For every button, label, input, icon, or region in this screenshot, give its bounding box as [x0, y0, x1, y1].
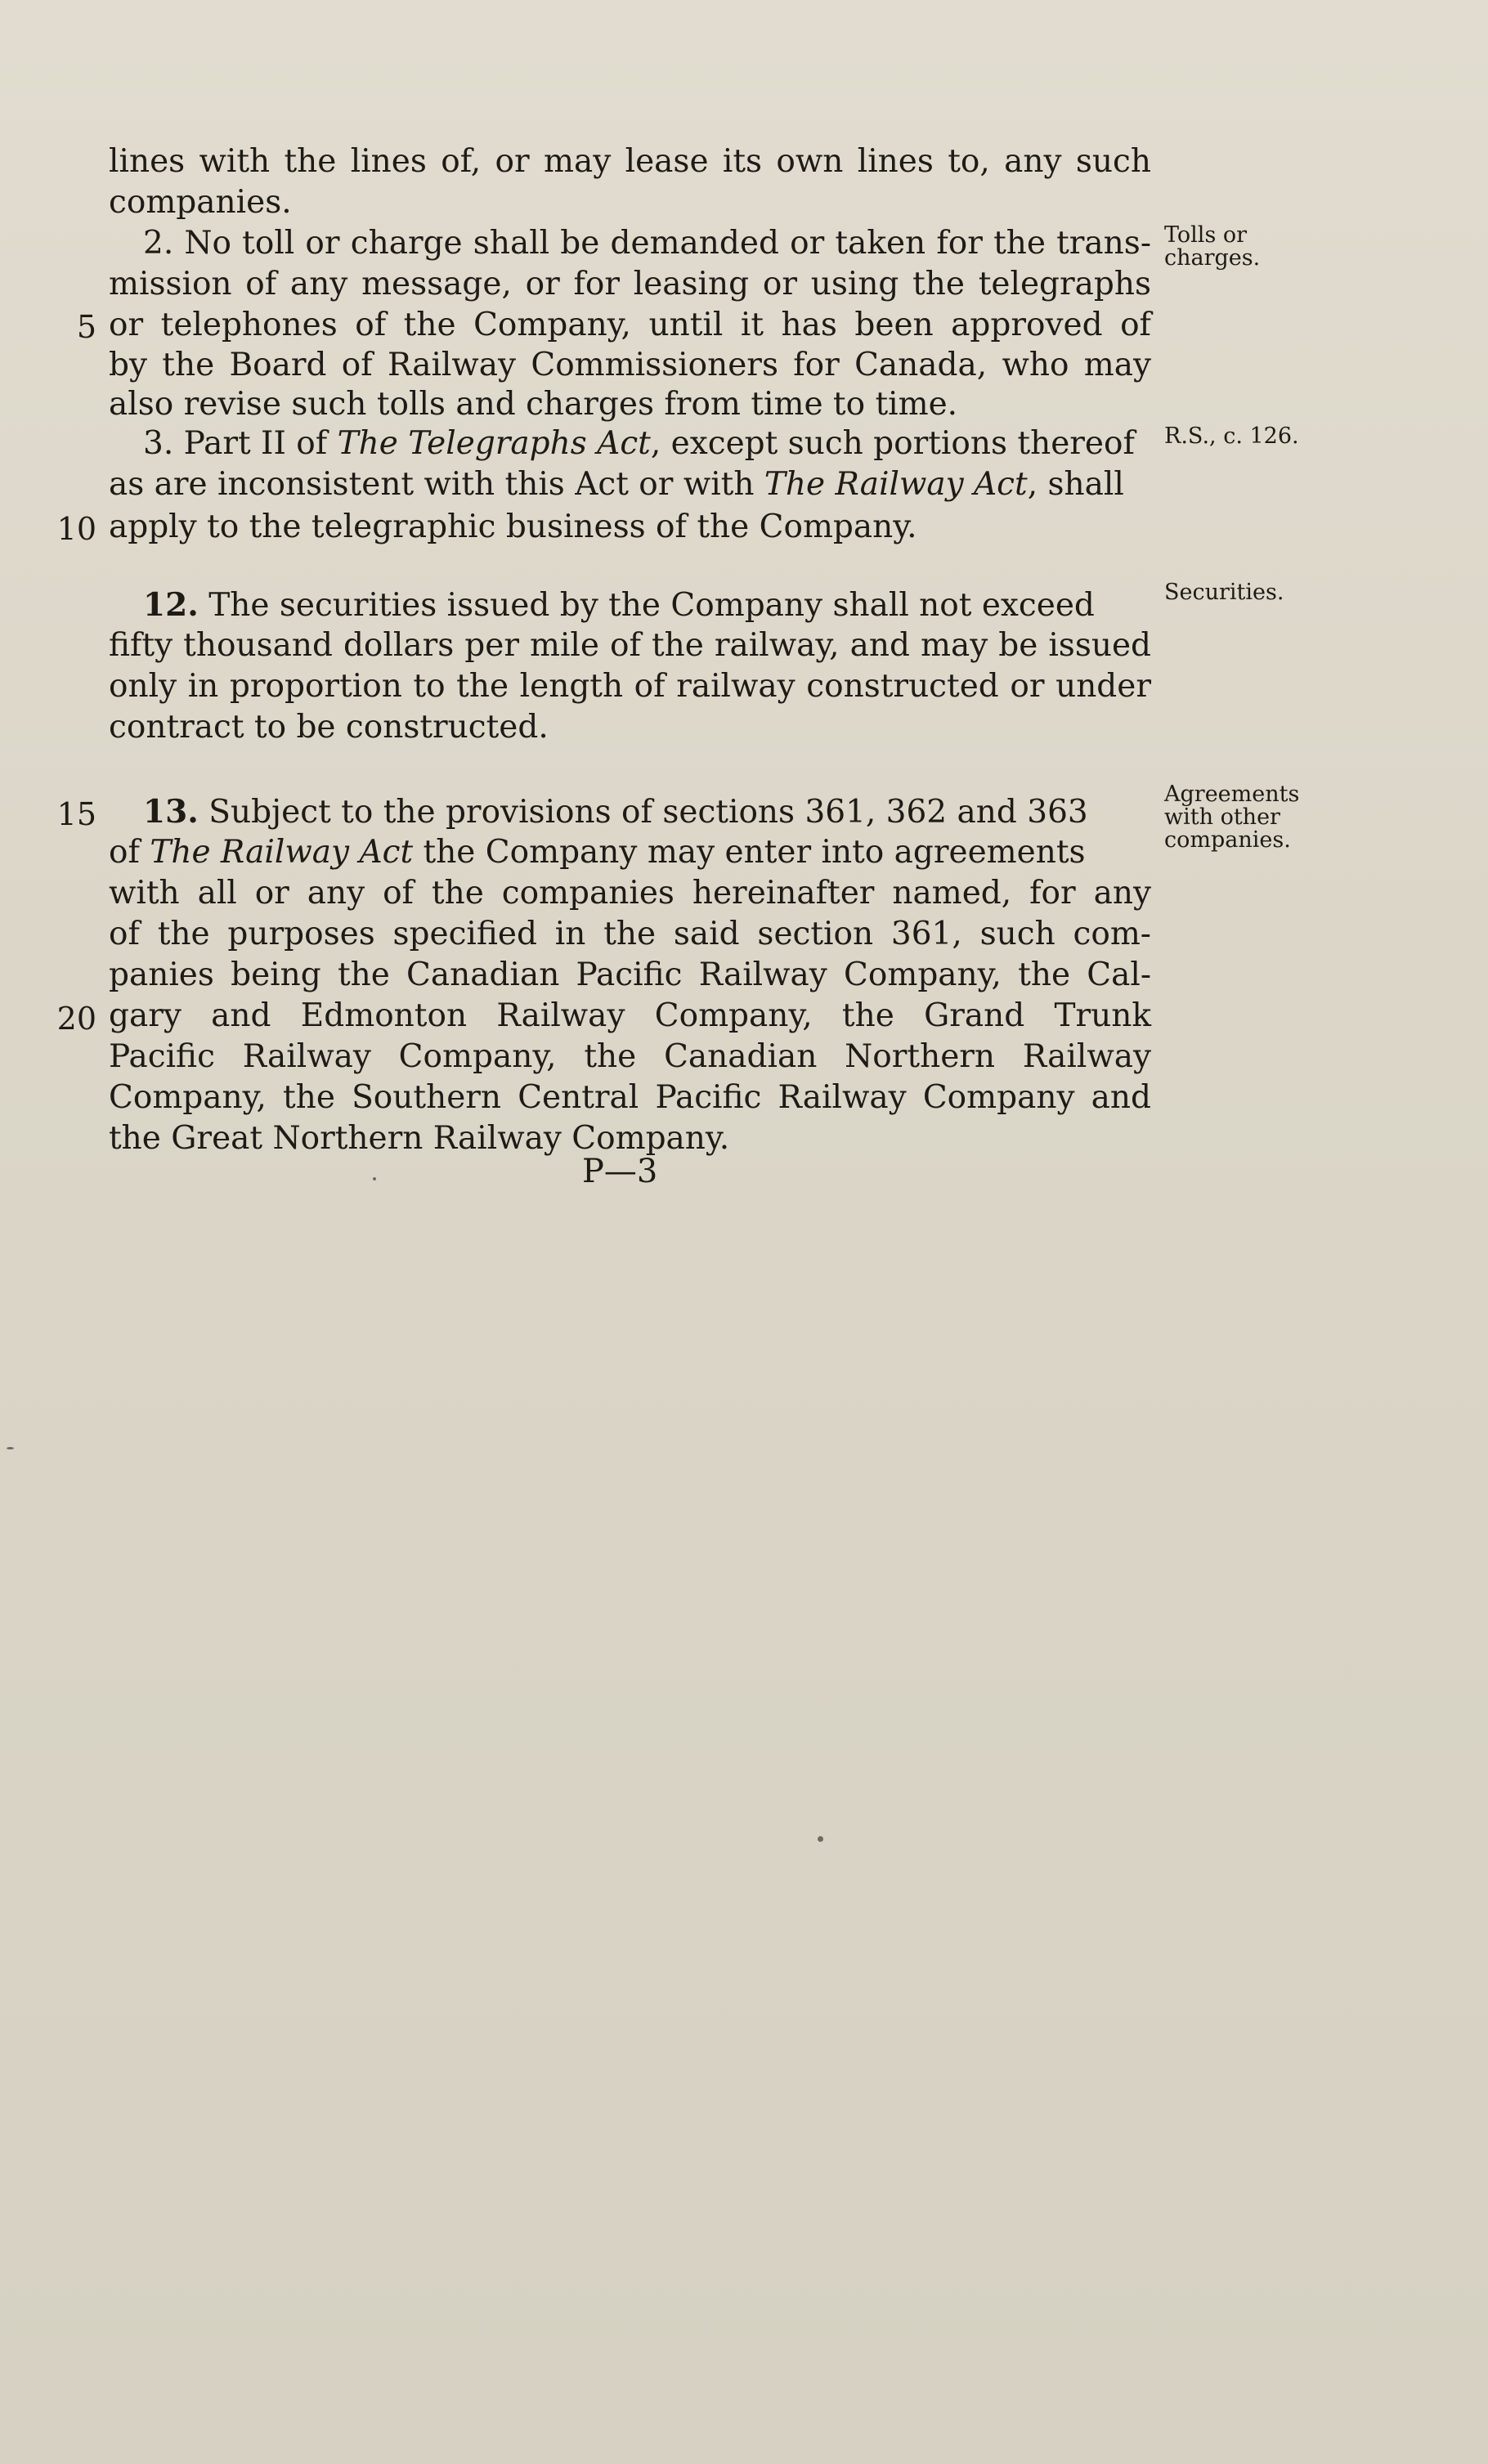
line-number-20: 20 — [56, 1001, 96, 1037]
text-line: with all or any of the companies hereinafter named, for any — [109, 875, 1151, 912]
text-run: , shall — [1027, 466, 1124, 503]
text-line: lines with the lines of, or may lease its own lines to, any such — [109, 143, 1151, 180]
text-run: 3. Part II of — [143, 425, 338, 462]
section-number: 13. — [143, 793, 199, 831]
text-line: 2. No toll or charge shall be demanded or taken for the trans- — [143, 225, 1151, 262]
text-line: Company, the Southern Central Pacific Railway Company and — [109, 1079, 1151, 1116]
paper-speck — [818, 1836, 823, 1842]
margin-note-line: companies. — [1164, 827, 1291, 853]
text-run: as are inconsistent with this Act or with — [109, 466, 764, 503]
text-run: Subject to the provisions of sections 361, 362 and 363 — [198, 794, 1088, 831]
text-line: apply to the telegraphic business of the Company. — [109, 508, 917, 545]
margin-note-rs: R.S., c. 126. — [1164, 423, 1299, 449]
text-line: panies being the Canadian Pacific Railway Company, the Cal- — [109, 956, 1151, 993]
section-12-first-line — [143, 585, 1151, 626]
text-line: by the Board of Railway Commissioners for Canada, who may — [109, 347, 1151, 383]
line-number-15: 15 — [56, 796, 96, 832]
text-line: mission of any message, or for leasing or using the telegraphs — [109, 266, 1151, 302]
text-line: fifty thousand dollars per mile of the railway, and may be issued — [109, 627, 1151, 664]
act-title: The Railway Act — [150, 834, 414, 871]
text-line: the Great Northern Railway Company. — [109, 1120, 730, 1157]
margin-note-line: Agreements — [1164, 782, 1300, 807]
paper-speck — [373, 1177, 376, 1180]
margin-note-line: with other — [1164, 804, 1280, 830]
margin-note-securities: Securities. — [1164, 580, 1284, 605]
text-line: or telephones of the Company, until it has been approved of — [109, 307, 1151, 343]
text-line: contract to be constructed. — [109, 709, 549, 746]
paper-speck — [7, 1447, 14, 1449]
margin-note-line: charges. — [1164, 245, 1261, 271]
text-line: companies. — [109, 184, 292, 221]
text-line — [143, 423, 1151, 464]
line-number-5: 5 — [76, 309, 96, 345]
text-line — [109, 464, 1155, 505]
text-line — [109, 832, 1155, 873]
margin-note-line: Tolls or — [1164, 222, 1248, 248]
text-line: of the purposes specified in the said section 361, such com- — [109, 916, 1151, 952]
text-run: the Company may enter into agreements — [413, 834, 1086, 871]
line-number-10: 10 — [56, 511, 96, 547]
text-line: only in proportion to the length of railway constructed or under — [109, 668, 1151, 705]
margin-note-agreements — [1164, 783, 1299, 852]
section-13-first-line — [143, 791, 1151, 833]
section-number: 12. — [143, 586, 199, 624]
margin-note-tolls — [1164, 224, 1260, 270]
text-line: gary and Edmonton Railway Company, the Grand Trunk — [109, 997, 1151, 1034]
act-title: The Telegraphs Act — [337, 425, 651, 462]
text-line: Pacific Railway Company, the Canadian Northern Railway — [109, 1038, 1151, 1075]
text-run: of — [109, 834, 150, 871]
text-run: The securities issued by the Company shall not exceed — [198, 587, 1095, 624]
page-folio: P—3 — [582, 1153, 658, 1190]
text-line: also revise such tolls and charges from time to time. — [109, 386, 958, 423]
text-run: , except such portions thereof — [650, 425, 1135, 462]
act-title: The Railway Act — [764, 466, 1028, 503]
